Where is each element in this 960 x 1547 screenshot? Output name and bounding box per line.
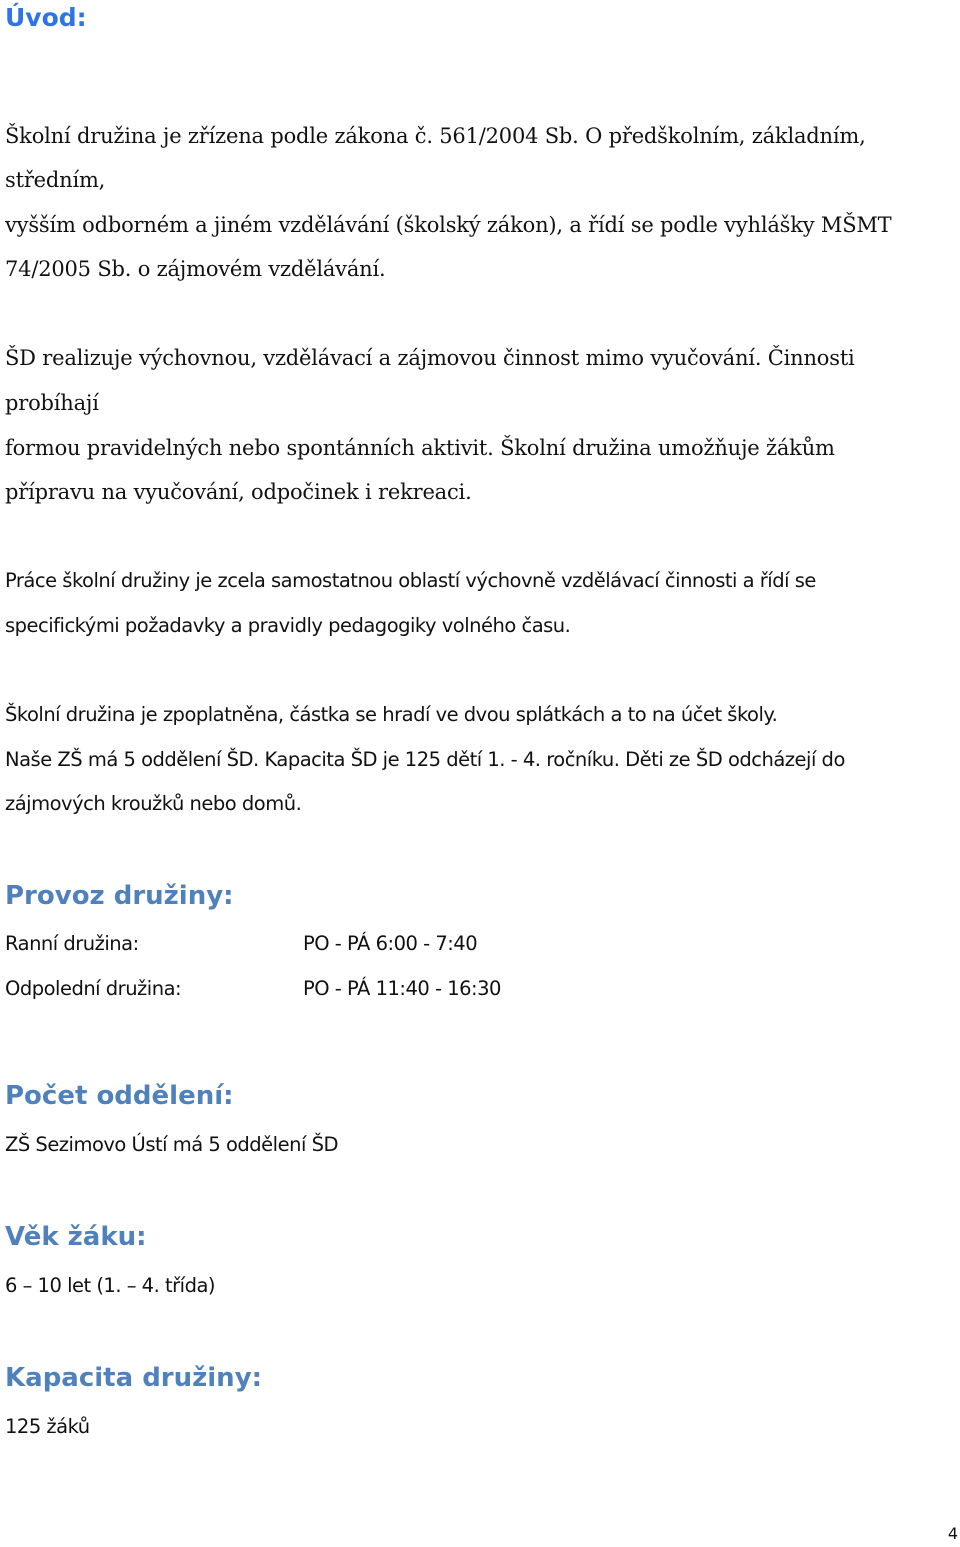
intro-p2-line-3: formou pravidelných nebo spontánních aktivit. Školní družina umožňuje žákům [5,436,835,460]
pocet-text: ZŠ Sezimovo Ústí má 5 oddělení ŠD [5,1133,338,1156]
intro-p3-line-1: Práce školní družiny je zcela samostatnou oblastí výchovně vzdělávací činnosti a řídí se [5,569,816,592]
intro-heading: Úvod: [5,3,87,32]
pocet-heading: Počet oddělení: [5,1081,234,1111]
provoz-row-afternoon [5,975,705,1003]
intro-p2-line-4: přípravu na vyučování, odpočinek i rekreaci. [5,480,472,504]
provoz-row-label: Ranní družina: [5,932,139,955]
intro-p1-line-2: středním, [5,168,106,192]
kapacita-heading: Kapacita družiny: [5,1363,263,1393]
kapacita-text: 125 žáků [5,1415,90,1438]
intro-p2-line-1: ŠD realizuje výchovnou, vzdělávací a zájmovou činnost mimo vyučování. Činnosti [5,346,855,370]
vek-text: 6 – 10 let (1. – 4. třída) [5,1274,216,1297]
intro-p3-line-2: specifickými požadavky a pravidly pedagogiky volného času. [5,614,571,637]
intro-p1-line-1: Školní družina je zřízena podle zákona č. 561/2004 Sb. O předškolním, základním, [5,124,866,148]
intro-p1-line-3: vyšším odborném a jiném vzdělávání (školský zákon), a řídí se podle vyhlášky MŠMT [5,213,892,237]
provoz-row-value: PO - PÁ 11:40 - 16:30 [303,977,501,1000]
provoz-row-label: Odpolední družina: [5,977,182,1000]
intro-p4-line-1: Školní družina je zpoplatněna, částka se hradí ve dvou splátkách a to na účet školy. [5,703,778,726]
intro-p1-line-4: 74/2005 Sb. o zájmovém vzdělávání. [5,257,386,281]
intro-p2-line-2: probíhají [5,391,99,415]
provoz-heading: Provoz družiny: [5,881,234,911]
page-number: 4 [947,1524,958,1543]
provoz-row-morning [5,930,705,958]
provoz-row-value: PO - PÁ 6:00 - 7:40 [303,932,478,955]
intro-p4-line-2: Naše ZŠ má 5 oddělení ŠD. Kapacita ŠD je 125 dětí 1. - 4. ročníku. Děti ze ŠD odcházejí do [5,748,845,771]
vek-heading: Věk žáku: [5,1222,147,1252]
intro-p4-line-3: zájmových kroužků nebo domů. [5,792,302,815]
